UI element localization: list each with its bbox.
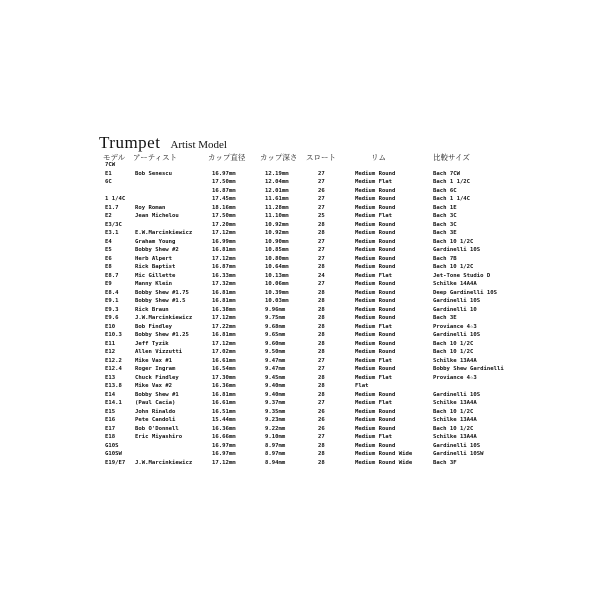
cell-cup-diameter: 17.50mm (212, 179, 236, 185)
cell-throat: 28 (318, 459, 325, 466)
cell-artist: Mike Vax #1 (135, 357, 173, 364)
table-row (0, 450, 600, 459)
cell-comparison: Bach 10 1/2C (433, 408, 474, 415)
cell-throat: 27 (318, 247, 325, 253)
table-row (0, 255, 600, 264)
cell-cup-diameter: 16.33mm (212, 272, 236, 279)
cell-artist: Bobby Shew #1.5 (135, 298, 186, 304)
cell-comparison: Bach 3E (433, 230, 457, 236)
cell-cup-diameter: 16.87mm (212, 187, 236, 194)
cell-comparison: Gardinelli 10 (433, 306, 477, 313)
cell-comparison: Bach 3C (433, 213, 457, 219)
cell-artist: Roy Roman (135, 204, 166, 211)
cell-rim: Medium Flat (355, 272, 393, 279)
cell-throat: 27 (318, 179, 325, 185)
cell-cup-depth: 9.75mm (265, 315, 286, 321)
cell-comparison: Bach 10 1/2C (433, 238, 474, 245)
cell-model: E6 (105, 255, 112, 262)
cell-throat: 28 (318, 230, 325, 236)
cell-model: E11 (105, 340, 116, 347)
cell-throat: 27 (318, 281, 325, 287)
table-row (0, 340, 600, 349)
cell-rim: Medium Round (355, 187, 396, 194)
cell-model: E15 (105, 408, 116, 415)
cell-rim: Medium Round (355, 332, 396, 338)
cell-comparison: Bach 1 1/2C (433, 179, 471, 185)
cell-rim: Medium Round (355, 230, 396, 236)
cell-comparison: Bach 10 1/2C (433, 340, 474, 347)
cell-cup-depth: 10.13mm (265, 272, 289, 279)
cell-comparison: Bobby Shew Gardinelli (433, 366, 504, 372)
cell-cup-depth: 9.45mm (265, 374, 286, 381)
cell-model: E3/3C (105, 221, 122, 228)
cell-cup-diameter: 16.87mm (212, 264, 236, 270)
cell-model: E18 (105, 434, 116, 440)
cell-rim: Medium Round (355, 247, 396, 253)
cell-cup-depth: 9.22mm (265, 425, 286, 432)
cell-model: E5 (105, 247, 112, 253)
cell-rim: Medium Flat (355, 434, 393, 440)
cell-model: E10.3 (105, 332, 122, 338)
table-row (0, 365, 600, 374)
cell-rim: Medium Round (355, 170, 396, 177)
table-row (0, 212, 600, 221)
cell-comparison: Bach 7B (433, 255, 457, 262)
cell-cup-diameter: 16.81mm (212, 298, 236, 304)
cell-comparison: Gardinelli 10S (433, 247, 481, 253)
cell-artist: Bobby Shew #1 (135, 391, 179, 398)
cell-rim: Medium Round (355, 255, 396, 262)
cell-cup-depth: 9.23mm (265, 417, 286, 423)
cell-throat: 25 (318, 213, 325, 219)
cell-cup-depth: 10.85mm (265, 247, 289, 253)
table-row (0, 229, 600, 238)
table-row (0, 399, 600, 408)
table-row (0, 263, 600, 272)
cell-throat: 28 (318, 442, 325, 449)
cell-artist: (Paul Cacia) (135, 400, 176, 406)
table-row (0, 331, 600, 340)
cell-rim: Flat (355, 383, 369, 389)
cell-cup-depth: 10.92mm (265, 221, 289, 228)
cell-cup-diameter: 16.61mm (212, 400, 236, 406)
cell-cup-depth: 11.61mm (265, 196, 289, 202)
cell-model: E8.4 (105, 289, 119, 296)
cell-throat: 26 (318, 417, 325, 423)
cell-cup-diameter: 17.02mm (212, 349, 236, 355)
cell-comparison: Bach 3C (433, 221, 457, 228)
cell-throat: 27 (318, 400, 325, 406)
cell-cup-diameter: 18.16mm (212, 204, 236, 211)
cell-model: E13.8 (105, 383, 122, 389)
cell-cup-depth: 12.19mm (265, 170, 289, 177)
cell-artist: Mike Vax #2 (135, 383, 173, 389)
cell-throat: 28 (318, 264, 325, 270)
header-model: モデル (103, 153, 126, 162)
cell-throat: 27 (318, 196, 325, 202)
cell-throat: 28 (318, 451, 325, 457)
cell-cup-depth: 8.97mm (265, 451, 286, 457)
table-row (0, 195, 600, 204)
cell-artist: Allen Vizzutti (135, 349, 183, 355)
cell-cup-diameter: 16.66mm (212, 434, 236, 440)
cell-model: E16 (105, 417, 116, 423)
cell-cup-depth: 12.04mm (265, 179, 289, 185)
cell-model: 1 1/4C (105, 196, 126, 202)
table-row (0, 204, 600, 213)
cell-cup-diameter: 16.81mm (212, 289, 236, 296)
cell-artist: J.W.Marcinkiewicz (135, 459, 193, 466)
header-cup-diameter: カップ直径 (208, 153, 246, 162)
cell-cup-diameter: 17.50mm (212, 213, 236, 219)
cell-cup-diameter: 17.12mm (212, 255, 236, 262)
cell-cup-diameter: 16.61mm (212, 357, 236, 364)
cell-comparison: Schilke 13A4A (433, 417, 477, 423)
table-row (0, 238, 600, 247)
cell-cup-diameter: 16.97mm (212, 442, 236, 449)
cell-throat: 28 (318, 340, 325, 347)
cell-throat: 26 (318, 425, 325, 432)
cell-model: E8.7 (105, 272, 119, 279)
cell-comparison: Bach 10 1/2C (433, 349, 474, 355)
cell-cup-diameter: 17.32mm (212, 281, 236, 287)
table-row (0, 221, 600, 230)
cell-cup-diameter: 17.20mm (212, 221, 236, 228)
cell-comparison: Proviance 4☆3 (433, 374, 477, 381)
cell-cup-diameter: 16.51mm (212, 408, 236, 415)
table-row (0, 323, 600, 332)
header-rim: リム (371, 153, 386, 162)
cell-cup-diameter: 17.12mm (212, 230, 236, 236)
cell-comparison: Bach 6C (433, 187, 457, 194)
cell-throat: 27 (318, 238, 325, 245)
cell-throat: 24 (318, 272, 325, 279)
cell-artist: E.W.Marcinkiewicz (135, 230, 193, 236)
cell-cup-depth: 9.65mm (265, 332, 286, 338)
cell-throat: 27 (318, 366, 325, 372)
cell-cup-depth: 10.92mm (265, 230, 289, 236)
cell-cup-depth: 9.47mm (265, 357, 286, 364)
cell-artist: Chuck Findley (135, 374, 179, 381)
cell-artist: Roger Ingram (135, 366, 176, 372)
cell-comparison: Bach 3E (433, 315, 457, 321)
cell-rim: Medium Flat (355, 213, 393, 219)
title-sub: Artist Model (170, 139, 227, 151)
cell-comparison: Schilke 13A4A (433, 400, 477, 406)
cell-cup-depth: 10.39mm (265, 289, 289, 296)
cell-rim: Medium Round (355, 264, 396, 270)
cell-rim: Medium Round (355, 221, 396, 228)
cell-rim: Medium Round (355, 315, 396, 321)
cell-cup-depth: 9.40mm (265, 391, 286, 398)
cell-model: E9 (105, 281, 112, 287)
cell-throat: 28 (318, 289, 325, 296)
table-row (0, 272, 600, 281)
cell-cup-depth: 10.64mm (265, 264, 289, 270)
cell-cup-depth: 12.01mm (265, 187, 289, 194)
cell-cup-diameter: 16.36mm (212, 383, 236, 389)
cell-rim: Medium Round (355, 340, 396, 347)
cell-rim: Medium Flat (355, 374, 393, 381)
cell-comparison: Gardinelli 10S (433, 391, 481, 398)
cell-artist: Graham Young (135, 238, 176, 245)
cell-cup-depth: 11.28mm (265, 204, 289, 211)
cell-cup-diameter: 16.81mm (212, 332, 236, 338)
cell-throat: 28 (318, 306, 325, 313)
cell-cup-diameter: 17.12mm (212, 459, 236, 466)
cell-cup-depth: 9.50mm (265, 349, 286, 355)
cell-rim: Medium Round Wide (355, 459, 413, 466)
table-row (0, 433, 600, 442)
table-row (0, 246, 600, 255)
cell-model: E12.2 (105, 357, 122, 364)
table-row (0, 348, 600, 357)
cell-comparison: Deep Gardinelli 10S (433, 289, 497, 296)
cell-cup-depth: 9.37mm (265, 400, 286, 406)
cell-cup-diameter: 16.81mm (212, 391, 236, 398)
cell-comparison: Bach 7CW (433, 170, 460, 177)
cell-rim: Medium Flat (355, 400, 393, 406)
header-cup-depth: カップ深さ (260, 153, 298, 162)
cell-cup-depth: 9.40mm (265, 383, 286, 389)
cell-model: E1 (105, 170, 112, 177)
cell-throat: 26 (318, 187, 325, 194)
table-row (0, 382, 600, 391)
cell-cup-diameter: 16.36mm (212, 425, 236, 432)
cell-model: G10S (105, 442, 119, 449)
cell-rim: Medium Round (355, 408, 396, 415)
cell-throat: 27 (318, 255, 325, 262)
table-row (0, 459, 600, 468)
page-title (99, 133, 227, 153)
cell-rim: Medium Round (355, 238, 396, 245)
cell-comparison: Gardinelli 10S (433, 442, 481, 449)
cell-rim: Medium Flat (355, 323, 393, 330)
cell-cup-depth: 9.60mm (265, 340, 286, 347)
cell-cup-diameter: 16.97mm (212, 170, 236, 177)
cell-model: 7CW (105, 162, 116, 168)
cell-cup-depth: 11.10mm (265, 213, 289, 219)
cell-cup-depth: 10.06mm (265, 281, 289, 287)
cell-cup-diameter: 16.54mm (212, 366, 236, 372)
cell-artist: J.W.Marcinkiewicz (135, 315, 193, 321)
cell-comparison: Gardinelli 10SW (433, 451, 484, 457)
cell-throat: 28 (318, 323, 325, 330)
cell-rim: Medium Flat (355, 179, 393, 185)
cell-cup-diameter: 17.22mm (212, 323, 236, 330)
table-row (0, 170, 600, 179)
cell-throat: 28 (318, 383, 325, 389)
table-row (0, 314, 600, 323)
cell-rim: Medium Round (355, 196, 396, 202)
cell-artist: Eric Miyashiro (135, 434, 183, 440)
cell-cup-depth: 9.47mm (265, 366, 286, 372)
cell-model: E14 (105, 391, 116, 398)
cell-artist: Rick Baptist (135, 264, 176, 270)
cell-model: E17 (105, 425, 116, 432)
cell-rim: Medium Round (355, 417, 396, 423)
cell-model: E19/E7 (105, 459, 126, 466)
cell-cup-depth: 8.94mm (265, 459, 286, 466)
cell-throat: 28 (318, 221, 325, 228)
cell-rim: Medium Round (355, 204, 396, 211)
cell-cup-diameter: 17.12mm (212, 340, 236, 347)
cell-rim: Medium Round (355, 391, 396, 398)
cell-model: G10SW (105, 451, 122, 457)
cell-cup-depth: 9.10mm (265, 434, 286, 440)
table-row (0, 178, 600, 187)
cell-model: E9.1 (105, 298, 119, 304)
cell-model: E14.1 (105, 400, 122, 406)
cell-model: E1.7 (105, 204, 119, 211)
table-row (0, 425, 600, 434)
table-row (0, 306, 600, 315)
cell-model: E4 (105, 238, 112, 245)
cell-throat: 27 (318, 357, 325, 364)
cell-artist: Bob O'Donnell (135, 425, 179, 432)
cell-comparison: Proviance 4☆3 (433, 323, 477, 330)
cell-model: 6C (105, 179, 112, 185)
cell-artist: Jean Michelou (135, 213, 179, 219)
table-row (0, 374, 600, 383)
cell-artist: Bobby Shew #1.25 (135, 332, 189, 338)
cell-cup-depth: 9.35mm (265, 408, 286, 415)
cell-comparison: Bach 3F (433, 459, 457, 466)
cell-rim: Medium Round (355, 349, 396, 355)
cell-artist: John Rinaldo (135, 408, 176, 415)
cell-rim: Medium Round (355, 298, 396, 304)
cell-cup-diameter: 16.38mm (212, 306, 236, 313)
cell-cup-depth: 10.80mm (265, 255, 289, 262)
table-row (0, 187, 600, 196)
cell-comparison: Schilke 13A4A (433, 434, 477, 440)
cell-comparison: Gardinelli 10S (433, 298, 481, 304)
cell-cup-diameter: 16.97mm (212, 451, 236, 457)
cell-throat: 27 (318, 434, 325, 440)
cell-throat: 28 (318, 391, 325, 398)
table-body (0, 161, 600, 467)
cell-cup-depth: 10.03mm (265, 298, 289, 304)
cell-model: E2 (105, 213, 112, 219)
table-row (0, 289, 600, 298)
cell-comparison: Gardinelli 10S (433, 332, 481, 338)
cell-model: E3.1 (105, 230, 119, 236)
cell-cup-depth: 9.68mm (265, 323, 286, 330)
cell-model: E8 (105, 264, 112, 270)
cell-cup-diameter: 16.81mm (212, 247, 236, 253)
cell-cup-depth: 8.97mm (265, 442, 286, 449)
cell-artist: Jeff Tyzik (135, 340, 169, 347)
cell-artist: Rick Braun (135, 306, 169, 313)
cell-comparison: Schilke 13A4A (433, 357, 477, 364)
cell-throat: 28 (318, 374, 325, 381)
cell-artist: Bob Findley (135, 323, 173, 330)
cell-comparison: Jet-Tone Studio D (433, 272, 491, 279)
cell-cup-diameter: 15.44mm (212, 417, 236, 423)
cell-cup-depth: 9.96mm (265, 306, 286, 313)
cell-throat: 26 (318, 408, 325, 415)
cell-model: E9.6 (105, 315, 119, 321)
cell-model: E9.3 (105, 306, 119, 313)
cell-artist: Bobby Shew #1.75 (135, 289, 189, 296)
table-row (0, 408, 600, 417)
cell-artist: Manny Klein (135, 281, 173, 287)
cell-rim: Medium Round (355, 366, 396, 372)
table-row (0, 416, 600, 425)
table-row (0, 280, 600, 289)
cell-artist: Bobby Shew #2 (135, 247, 179, 253)
cell-rim: Medium Round (355, 425, 396, 432)
cell-cup-depth: 10.90mm (265, 238, 289, 245)
cell-artist: Pete Candoli (135, 417, 176, 423)
cell-comparison: Bach 10 1/2C (433, 425, 474, 432)
cell-rim: Medium Round Wide (355, 451, 413, 457)
cell-throat: 28 (318, 349, 325, 355)
cell-model: E12.4 (105, 366, 122, 372)
cell-throat: 28 (318, 315, 325, 321)
cell-cup-diameter: 16.99mm (212, 238, 236, 245)
cell-artist: Bob Senescu (135, 170, 173, 177)
table-row (0, 391, 600, 400)
cell-artist: Mic Gillette (135, 272, 176, 279)
cell-rim: Medium Round (355, 306, 396, 313)
cell-throat: 27 (318, 204, 325, 211)
cell-artist: Herb Alpert (135, 255, 173, 262)
cell-model: E13 (105, 374, 116, 381)
header-comparison: 比較サイズ (433, 153, 470, 162)
cell-cup-diameter: 17.12mm (212, 315, 236, 321)
cell-cup-diameter: 17.30mm (212, 374, 236, 381)
cell-comparison: Bach 1E (433, 204, 457, 211)
table-row (0, 161, 600, 170)
table-row (0, 297, 600, 306)
cell-comparison: Bach 1 1/4C (433, 196, 471, 202)
cell-rim: Medium Round (355, 289, 396, 296)
table-row (0, 442, 600, 451)
cell-rim: Medium Round (355, 442, 396, 449)
cell-throat: 27 (318, 170, 325, 177)
cell-rim: Medium Round (355, 281, 396, 287)
cell-comparison: Schilke 14A4A (433, 281, 477, 287)
header-artist: アーティスト (133, 153, 178, 162)
header-throat: スロート (306, 153, 336, 162)
cell-comparison: Bach 10 1/2C (433, 264, 474, 270)
table-row (0, 357, 600, 366)
cell-model: E12 (105, 349, 116, 355)
title-main: Trumpet (99, 133, 161, 152)
cell-cup-diameter: 17.45mm (212, 196, 236, 202)
cell-rim: Medium Flat (355, 357, 393, 364)
cell-throat: 28 (318, 332, 325, 338)
cell-throat: 28 (318, 298, 325, 304)
cell-model: E10 (105, 323, 116, 330)
